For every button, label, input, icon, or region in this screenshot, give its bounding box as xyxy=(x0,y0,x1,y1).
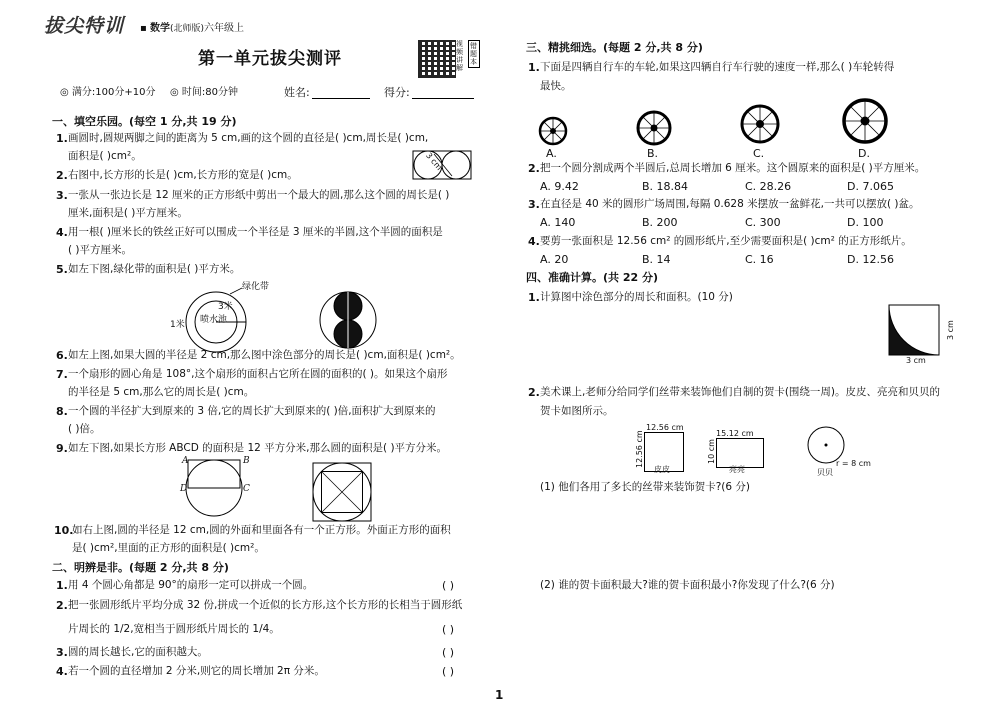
fig-1m-label: 1米 xyxy=(170,320,185,330)
q6-number: 6. xyxy=(56,349,68,362)
name-label: 姓名: xyxy=(284,86,310,99)
mc1-text: 下面是四辆自行车的车轮,如果这四辆自行车行驶的速度一样,那么( )车轮转得 xyxy=(540,61,895,73)
mc3-option-c[interactable]: C. 300 xyxy=(745,216,781,229)
fig-shaded-square xyxy=(888,304,940,356)
mc3-option-a[interactable]: A. 140 xyxy=(540,216,576,229)
tf4-number: 4. xyxy=(56,665,68,678)
mc3-option-b[interactable]: B. 200 xyxy=(642,216,678,229)
mc1-text-line2: 最快。 xyxy=(540,80,572,92)
q8-text: 一个圆的半径扩大到原来的 3 倍,它的周长扩大到原来的( )倍,面积扩大到原来的 xyxy=(68,405,436,417)
tf2-number: 2. xyxy=(56,599,68,612)
q1-text: 画圆时,圆规两脚之间的距离为 5 cm,画的这个圆的直径是( )cm,周长是( )cm, xyxy=(68,132,429,144)
mc3-option-d[interactable]: D. 100 xyxy=(847,216,884,229)
tf4-text: 若一个圆的直径增加 2 分米,则它的周长增加 2π 分米。 xyxy=(68,665,325,677)
mc3-number: 3. xyxy=(528,198,540,211)
mc4-option-b[interactable]: B. 14 xyxy=(642,253,671,266)
section4-heading: 四、准确计算。(共 22 分) xyxy=(526,271,659,284)
qr-label-video: 视频讲解 xyxy=(456,40,463,72)
section2-heading: 二、明辨是非。(每题 2 分,共 8 分) xyxy=(52,561,229,574)
calc2-subq2: (2) 谁的贺卡面积最大?谁的贺卡面积最小?你发现了什么?(6 分) xyxy=(540,579,835,591)
q8-text-line2: ( )倍。 xyxy=(68,423,101,435)
card-beibei-name: 贝贝 xyxy=(817,468,833,477)
tf3-answer[interactable]: ( ) xyxy=(442,646,455,659)
grade-text: 六年级上 xyxy=(204,23,244,34)
brand-logo: 拔尖特训 xyxy=(44,15,125,37)
mc4-option-a[interactable]: A. 20 xyxy=(540,253,569,266)
mc1-number: 1. xyxy=(528,61,540,74)
fig-pool-label: 喷水池 xyxy=(200,315,228,325)
fig-shaded-circle xyxy=(318,290,378,350)
q7-number: 7. xyxy=(56,368,68,381)
subject-label xyxy=(140,21,244,37)
fig-label-b: B xyxy=(243,456,250,466)
mc2-text: 把一个圆分割成两个半圆后,总周长增加 6 厘米。这个圆原来的面积是( )平方厘米。 xyxy=(540,162,926,174)
card-liangliang-height: 10 cm xyxy=(707,439,716,464)
card-beibei-radius: r = 8 cm xyxy=(836,459,871,468)
card-liangliang-name: 亮亮 xyxy=(729,465,745,474)
fig-label-c: C xyxy=(243,484,250,494)
wheel-b-icon xyxy=(636,110,672,146)
q1-number: 1. xyxy=(56,132,68,145)
calc2-number: 2. xyxy=(528,386,540,399)
q10-text-line2: 是( )cm²,里面的正方形的面积是( )cm²。 xyxy=(72,542,265,554)
page-title: 第一单元拔尖测评 xyxy=(198,49,342,69)
edition-text: (北师版) xyxy=(169,24,204,34)
fig-squares-circle xyxy=(312,462,374,524)
score-field[interactable] xyxy=(412,98,474,99)
q2-number: 2. xyxy=(56,169,68,182)
tf3-number: 3. xyxy=(56,646,68,659)
q3-text-line2: 厘米,面积是( )平方厘米。 xyxy=(68,207,188,219)
card-liangliang-width: 15.12 cm xyxy=(716,429,754,438)
name-field[interactable] xyxy=(312,98,370,99)
q9-text: 如左下图,如果长方形 ABCD 的面积是 12 平方分米,那么圆的面积是( )平方分米。 xyxy=(68,442,448,454)
mc2-option-b[interactable]: B. 18.84 xyxy=(642,180,689,193)
q8-number: 8. xyxy=(56,405,68,418)
q4-number: 4. xyxy=(56,226,68,239)
calc2-subq1: (1) 他们各用了多长的丝带来装饰贺卡?(6 分) xyxy=(540,481,750,493)
card-pipi-width: 12.56 cm xyxy=(646,423,684,432)
q1-text-line2: 面积是( )cm²。 xyxy=(68,150,142,162)
section1-heading: 一、填空乐园。(每空 1 分,共 19 分) xyxy=(52,115,237,128)
q4-text: 用一根( )厘米长的铁丝正好可以围成一个半径是 3 厘米的半圆,这个半圆的面积是 xyxy=(68,226,443,238)
calc1-text: 计算图中涂色部分的周长和面积。(10 分) xyxy=(540,291,733,303)
fig-square-side-label: 3 cm xyxy=(946,320,955,340)
mc2-option-a[interactable]: A. 9.42 xyxy=(540,180,579,193)
qr-code-icon[interactable] xyxy=(418,40,456,78)
mc3-text: 在直径是 40 米的圆形广场周围,每隔 0.628 米摆放一盆鲜花,一共可以摆放( )盆。 xyxy=(540,198,920,210)
tf1-text: 用 4 个圆心角都是 90°的扇形一定可以拼成一个圆。 xyxy=(68,579,314,591)
page-number: 1 xyxy=(495,688,504,702)
wheel-c-icon xyxy=(740,104,780,144)
section3-heading: 三、精挑细选。(每题 2 分,共 8 分) xyxy=(526,41,703,54)
card-pipi-height: 12.56 cm xyxy=(635,430,644,468)
q3-number: 3. xyxy=(56,189,68,202)
mc4-option-c[interactable]: C. 16 xyxy=(745,253,774,266)
subject-text: 数学 xyxy=(149,23,170,34)
q5-number: 5. xyxy=(56,263,68,276)
fig-square-bottom-label: 3 cm xyxy=(906,356,926,365)
q9-number: 9. xyxy=(56,442,68,455)
wheel-b-label[interactable]: B. xyxy=(647,147,659,160)
tf3-text: 圆的周长越长,它的面积越大。 xyxy=(68,646,208,658)
q10-number: 10. xyxy=(54,524,74,537)
tf1-answer[interactable]: ( ) xyxy=(442,579,455,592)
fig-label-a: A xyxy=(182,456,189,466)
tf2-text: 把一张圆形纸片平均分成 32 份,拼成一个近似的长方形,这个长方形的长相当于圆形纸 xyxy=(68,599,463,611)
info-full-score: ◎ 满分:100分+10分 xyxy=(60,87,156,98)
bullet-icon: ▪ xyxy=(140,23,150,34)
wheel-d-label[interactable]: D. xyxy=(858,147,870,160)
q4-text-line2: ( )平方厘米。 xyxy=(68,244,133,256)
mc4-option-d[interactable]: D. 12.56 xyxy=(847,253,894,266)
q7-text-line2: 的半径是 5 cm,那么它的周长是( )cm。 xyxy=(68,386,255,398)
fig-rect-circles-radius: 3 cm xyxy=(424,151,444,172)
tf2-answer[interactable]: ( ) xyxy=(442,623,455,636)
mc2-option-c[interactable]: C. 28.26 xyxy=(745,180,792,193)
q5-text: 如左下图,绿化带的面积是( )平方米。 xyxy=(68,263,241,275)
q10-text: 如右上图,圆的半径是 12 cm,圆的外面和里面各有一个正方形。外面正方形的面积 xyxy=(72,524,451,536)
wheel-a-icon xyxy=(538,116,568,146)
mc4-text: 要剪一张面积是 12.56 cm² 的圆形纸片,至少需要面积是( )cm² 的正方形纸片。 xyxy=(540,235,912,247)
mc2-number: 2. xyxy=(528,162,540,175)
q3-text: 一张从一张边长是 12 厘米的正方形纸中剪出一个最大的圆,那么这个圆的周长是( ) xyxy=(68,189,450,201)
wheel-c-label[interactable]: C. xyxy=(753,147,765,160)
fig-green-belt-label: 绿化带 xyxy=(242,282,270,292)
card-pipi-name: 皮皮 xyxy=(654,465,670,474)
q2-text: 右图中,长方形的长是( )cm,长方形的宽是( )cm。 xyxy=(68,169,298,181)
wheel-a-label[interactable]: A. xyxy=(546,147,557,160)
calc1-number: 1. xyxy=(528,291,540,304)
tf2-text-line2: 片周长的 1/2,宽相当于圆形纸片周长的 1/4。 xyxy=(68,623,280,635)
qr-label-wrongbook[interactable]: 错题本 xyxy=(468,40,480,68)
fig-3m-label: 3米 xyxy=(218,302,233,312)
mc2-option-d[interactable]: D. 7.065 xyxy=(847,180,894,193)
tf4-answer[interactable]: ( ) xyxy=(442,665,455,678)
tf1-number: 1. xyxy=(56,579,68,592)
score-label: 得分: xyxy=(384,86,410,99)
q7-text: 一个扇形的圆心角是 108°,这个扇形的面积占它所在圆的面积的( )。如果这个扇形 xyxy=(68,368,448,380)
mc4-number: 4. xyxy=(528,235,540,248)
wheel-d-icon xyxy=(842,98,888,144)
calc2-text: 美术课上,老师分给同学们丝带来装饰他们自制的贺卡(围绕一周)。皮皮、亮亮和贝贝的 xyxy=(540,386,941,398)
fig-label-d: D xyxy=(180,484,188,494)
calc2-text-line2: 贺卡如图所示。 xyxy=(540,405,614,417)
q6-text: 如左上图,如果大圆的半径是 2 cm,那么图中涂色部分的周长是( )cm,面积是( )cm²。 xyxy=(68,349,461,361)
info-time: ◎ 时间:80分钟 xyxy=(170,87,238,98)
